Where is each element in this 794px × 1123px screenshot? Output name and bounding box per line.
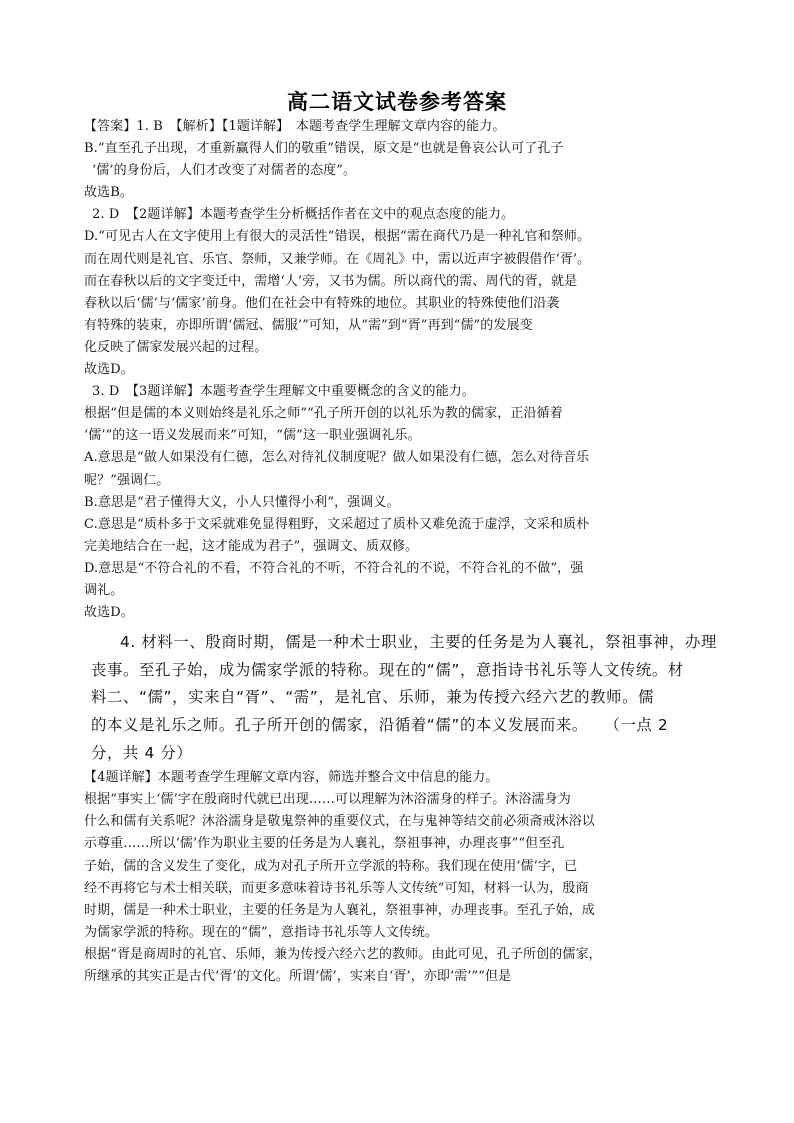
- q1-conclusion: 故选B。: [84, 185, 133, 201]
- q3-option-a: 呢？”强调仁。: [84, 472, 170, 488]
- page-title: 高二语文试卷参考答案: [287, 90, 507, 114]
- q4-explanation-line: 为儒家学派的特称。现在的“儒”，意指诗书礼乐等人文传统。: [84, 924, 439, 940]
- q4-explanation-line: 时期，儒是一种术士职业，主要的任务是为人襄礼，祭祖事神，办理丧事。至孔子始，成: [84, 902, 595, 918]
- q3-option-d: D.意思是“不符合礼的不看，不符合礼的不听，不符合礼的不说，不符合礼的不做”，强: [84, 560, 584, 576]
- q1-answer-line: 【答案】1. B 【解析】【1题详解】 本题考查学生理解文章内容的能力。: [84, 119, 506, 134]
- answer-body: [84, 116, 716, 988]
- q3-option-c: 完美地结合在一起，这才能成为君子”，强调文、质双修。: [84, 538, 419, 554]
- q3-option-c: C.意思是“质朴多于文采就难免显得粗野，文采超过了质朴又难免流于虚浮，文采和质朴: [84, 516, 590, 532]
- q4-explanation-line: 根据“胥是商周时的礼官、乐师，兼为传授六经六艺的教师。由此可见，孔子所创的儒家，: [84, 946, 602, 962]
- q4-explanation-heading: 【4题详解】本题考查学生理解文章内容，筛选并整合文中信息的能力。: [84, 770, 499, 786]
- q4-explanation-line: 根据“事实上‘儒’字在殷商时代就已出现……可以理解为沐浴濡身的样子。沐浴濡身为: [84, 792, 571, 808]
- q1-analysis-line: B.“直至孔子出现，才重新赢得人们的敬重”错误，原文是“也就是鲁哀公认可了孔子: [84, 141, 564, 157]
- q3-option-d: 调礼。: [84, 582, 124, 598]
- q2-analysis-line: 而在春秋以后的文字变迁中，需增‘人’旁，又书为儒。所以商代的需、周代的胥，就是: [84, 273, 578, 289]
- q1-analysis-line: ‘儒’的身份后，人们才改变了对儒者的态度”。: [92, 163, 357, 179]
- q3-analysis-line: ‘儒’”的这一语义发展而来”可知，“儒”这一职业强调礼乐。: [84, 428, 421, 444]
- q4-explanation-line: 经不再将它与术士相关联，而更多意味着诗书礼乐等人文传统”可知，材料一认为，殷商: [84, 880, 589, 896]
- q3-option-a: A.意思是“做人如果没有仁德，怎么对待礼仪制度呢？做人如果没有仁德，怎么对待音乐: [84, 450, 590, 466]
- q2-analysis-line: 化反映了儒家发展兴起的过程。: [84, 339, 268, 355]
- q3-answer-line: 3. D 【3题详解】本题考查学生理解文中重要概念的含义的能力。: [92, 384, 475, 400]
- q4-answer-line: 4. 材料一、殷商时期，儒是一种术士职业，主要的任务是为人襄礼，祭祖事神，办理: [120, 633, 718, 652]
- q2-analysis-line: 春秋以后‘儒’与‘儒家’前身。他们在社会中有特殊的地位。其职业的特殊使他们沿袭: [84, 295, 560, 311]
- q3-conclusion: 故选D。: [84, 605, 134, 621]
- q4-answer-line: 丧事。至孔子始，成为儒家学派的特称。现在的“儒”，意指诗书礼乐等人文传统。材: [91, 660, 684, 679]
- q4-explanation-line: 子始，儒的含义发生了变化，成为对孔子所开立学派的特称。我们现在使用‘儒’字，已: [84, 858, 578, 874]
- q3-analysis-line: 根据“但是儒的本义则始终是礼乐之师”“孔子所开创的以礼乐为教的儒家，正沿循着: [84, 406, 563, 422]
- q2-answer-line: 2. D 【2题详解】本题考查学生分析概括作者在文中的观点态度的能力。: [92, 207, 515, 223]
- q2-conclusion: 故选D。: [84, 362, 134, 378]
- q4-explanation-line: 所继承的其实正是古代‘胥’的文化。所谓‘儒’，实来自‘胥’，亦即‘需’”“但是: [84, 968, 512, 984]
- q4-answer-line: 的本义是礼乐之师。孔子所开创的儒家，沿循着“儒”的本义发展而来。 （一点 2: [91, 715, 669, 734]
- q4-explanation-line: 什么和儒有关系呢？沐浴濡身是敬鬼祭神的重要仪式，在与鬼神等结交前必须斋戒沐浴以: [84, 814, 595, 830]
- q2-analysis-line: 有特殊的装束，亦即所谓‘儒冠、儒服’”可知，从“需”到“胥”再到“儒”的发展变: [84, 317, 533, 333]
- q4-answer-line: 料二、“儒”，实来自“胥”、“需”，是礼官、乐师，兼为传授六经六艺的教师。儒: [91, 688, 655, 707]
- q3-option-b: B.意思是“君子懂得大义，小人只懂得小利”，强调义。: [84, 494, 400, 510]
- q2-analysis-line: 而在周代则是礼官、乐官、祭师，又兼学师。在《周礼》中，需以近声字被假借作‘胥’。: [84, 251, 591, 267]
- q4-explanation-line: 示尊重……所以‘儒’作为职业主要的任务是为人襄礼，祭祖事神，办理丧事”“但至孔: [84, 836, 565, 852]
- q2-analysis-line: D.“可见古人在文字使用上有很大的灵活性”错误，根据“需在商代乃是一种礼官和祭师。: [84, 229, 591, 245]
- q4-answer-line: 分，共 4 分）: [91, 743, 193, 762]
